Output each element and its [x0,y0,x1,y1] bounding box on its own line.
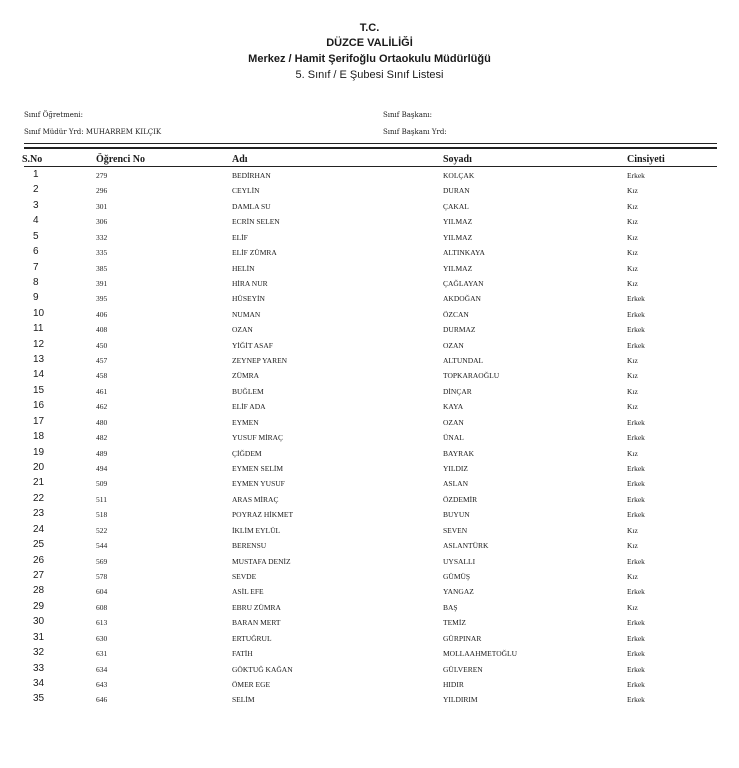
table-row [0,462,739,477]
row-surname: ÖZDEMİR [443,494,478,504]
table-row [0,385,739,400]
row-student-no: 569 [96,556,108,566]
row-name: İKLİM EYLÜL [232,525,281,535]
table-row [0,477,739,492]
table-row [0,555,739,570]
row-gender: Kız [627,525,638,535]
row-student-no: 408 [96,325,108,335]
table-row [0,524,739,539]
row-student-no: 385 [96,263,108,273]
row-student-no: 450 [96,340,108,350]
row-gender: Erkek [627,494,645,504]
row-name: OZAN [232,325,253,335]
row-sno: 25 [33,539,45,551]
row-student-no: 494 [96,464,108,474]
row-name: DAMLA SU [232,201,271,211]
table-row [0,570,739,585]
row-name: ELİF ADA [232,402,266,412]
table-row [0,231,739,246]
row-sno: 20 [33,462,45,474]
row-gender: Erkek [627,633,645,643]
class-president-label: Sınıf Başkanı: [383,111,433,119]
vice-principal-label: Sınıf Müdür Yrd: MUHARREM KILÇIK [24,128,162,136]
row-surname: KAYA [443,402,464,412]
column-header-student-no: Öğrenci No [96,154,145,165]
row-gender: Kız [627,186,638,196]
class-vice-president-label: Sınıf Başkanı Yrd: [383,128,447,136]
table-row [0,369,739,384]
header-class-list: 5. Sınıf / E Şubesi Sınıf Listesi [295,69,444,81]
table-row [0,354,739,369]
table-row [0,693,739,708]
row-surname: YILMAZ [443,263,473,273]
row-surname: ASLAN [443,479,469,489]
row-name: SELİM [232,695,255,705]
row-student-no: 509 [96,479,108,489]
row-gender: Erkek [627,510,645,520]
row-gender: Erkek [627,171,645,180]
row-surname: ÇAĞLAYAN [443,278,484,288]
row-surname: ÖZCAN [443,309,469,319]
row-sno: 18 [33,431,45,443]
row-surname: TEMİZ [443,618,466,628]
row-student-no: 634 [96,664,108,674]
row-surname: YILDIRIM [443,695,478,705]
row-name: HİRA NUR [232,278,268,288]
row-sno: 12 [33,338,45,350]
row-surname: SEVEN [443,525,468,535]
row-surname: YILDIZ [443,464,468,474]
row-student-no: 462 [96,402,108,412]
row-student-no: 332 [96,232,108,242]
row-name: ASİL EFE [232,587,264,597]
row-surname: MOLLAAHMETOĞLU [443,649,518,659]
row-name: BEDİRHAN [232,171,271,180]
row-gender: Kız [627,402,638,412]
row-student-no: 458 [96,371,108,381]
table-row [0,246,739,261]
row-gender: Erkek [627,464,645,474]
header-governorate: DÜZCE VALİLİĞİ [326,37,413,49]
row-name: YİĞİT ASAF [232,340,273,350]
row-name: ZÜMRA [232,371,260,381]
row-gender: Kız [627,263,638,273]
row-student-no: 631 [96,649,108,659]
row-name: ECRİN SELEN [232,217,280,227]
row-surname: DİNÇAR [443,386,472,396]
row-student-no: 279 [96,171,108,180]
row-surname: KOLÇAK [443,171,475,180]
row-sno: 4 [33,215,39,227]
row-student-no: 395 [96,294,108,304]
row-name: NUMAN [232,309,261,319]
row-name: ELİF [232,232,248,242]
row-gender: Erkek [627,309,645,319]
row-gender: Erkek [627,433,645,443]
table-row [0,632,739,647]
row-gender: Erkek [627,618,645,628]
row-name: EYMEN YUSUF [232,479,285,489]
column-header-name: Adı [232,154,248,165]
row-student-no: 335 [96,248,108,258]
divider-header [24,166,717,167]
row-sno: 6 [33,246,39,258]
row-sno: 19 [33,446,45,458]
row-student-no: 608 [96,602,108,612]
row-surname: HIDIR [443,679,464,689]
table-row [0,400,739,415]
row-sno: 27 [33,569,45,581]
row-surname: BAYRAK [443,448,474,458]
row-sno: 2 [33,184,39,196]
table-row [0,323,739,338]
row-surname: OZAN [443,417,464,427]
row-surname: YANGAZ [443,587,474,597]
column-header-gender: Cinsiyeti [627,154,665,165]
column-header-surname: Soyadı [443,154,472,165]
row-student-no: 296 [96,186,108,196]
row-surname: TOPKARAOĞLU [443,371,500,381]
table-row [0,339,739,354]
row-name: POYRAZ HİKMET [232,510,294,520]
row-surname: ALTINKAYA [443,248,485,258]
row-sno: 5 [33,230,39,242]
row-name: ARAS MİRAÇ [232,494,279,504]
table-row [0,184,739,199]
row-student-no: 306 [96,217,108,227]
table-row [0,616,739,631]
row-gender: Kız [627,602,638,612]
row-sno: 32 [33,647,45,659]
row-student-no: 482 [96,433,108,443]
row-sno: 22 [33,492,45,504]
row-surname: ÇAKAL [443,201,469,211]
row-gender: Kız [627,571,638,581]
row-sno: 16 [33,400,45,412]
table-row [0,447,739,462]
row-student-no: 301 [96,201,108,211]
table-row [0,647,739,662]
row-surname: BAŞ [443,602,458,612]
row-gender: Erkek [627,649,645,659]
row-surname: AKDOĞAN [443,294,481,304]
row-surname: YILMAZ [443,232,473,242]
row-sno: 11 [33,323,44,335]
table-row [0,262,739,277]
row-gender: Erkek [627,417,645,427]
row-student-no: 630 [96,633,108,643]
row-sno: 31 [33,631,45,643]
row-student-no: 511 [96,494,107,504]
table-header [0,154,739,166]
row-surname: GÜRPINAR [443,633,482,643]
row-sno: 35 [33,693,45,705]
row-surname: DURAN [443,186,470,196]
row-gender: Erkek [627,679,645,689]
row-sno: 13 [33,354,45,366]
row-name: GÖKTUĞ KAĞAN [232,664,293,674]
row-student-no: 406 [96,309,108,319]
row-gender: Erkek [627,479,645,489]
row-gender: Kız [627,201,638,211]
row-sno: 28 [33,585,45,597]
row-gender: Erkek [627,695,645,705]
row-name: ZEYNEP YAREN [232,356,288,366]
row-name: YUSUF MİRAÇ [232,433,284,443]
row-surname: YILMAZ [443,217,473,227]
row-gender: Kız [627,248,638,258]
row-sno: 23 [33,508,45,520]
row-name: ELİF ZÜMRA [232,248,277,258]
row-name: EYMEN [232,417,259,427]
row-sno: 21 [33,477,45,489]
row-gender: Erkek [627,664,645,674]
row-sno: 24 [33,523,45,535]
header-tc: T.C. [359,22,380,34]
row-surname: ÜNAL [443,433,464,443]
row-student-no: 544 [96,541,108,551]
divider-top-double [24,147,717,149]
row-student-no: 613 [96,618,108,628]
row-sno: 8 [33,276,39,288]
row-name: MUSTAFA DENİZ [232,556,291,566]
row-surname: ALTUNDAL [443,356,484,366]
row-sno: 7 [33,261,39,273]
row-gender: Kız [627,232,638,242]
row-surname: ASLANTÜRK [443,541,489,551]
row-student-no: 480 [96,417,108,427]
table-row [0,292,739,307]
row-sno: 34 [33,677,45,689]
row-name: CEYLİN [232,186,260,196]
row-name: ÖMER EGE [232,679,271,689]
row-student-no: 646 [96,695,108,705]
row-gender: Kız [627,278,638,288]
row-name: BARAN MERT [232,618,281,628]
table-row [0,539,739,554]
row-sno: 29 [33,600,45,612]
row-gender: Kız [627,217,638,227]
row-sno: 15 [33,384,45,396]
student-table-body [0,169,739,709]
row-name: ÇİĞDEM [232,448,262,458]
table-row [0,678,739,693]
row-gender: Erkek [627,556,645,566]
table-row [0,431,739,446]
header-school: Merkez / Hamit Şerifoğlu Ortaokulu Müdürlüğü [248,53,491,65]
row-name: SEVDE [232,571,257,581]
row-student-no: 643 [96,679,108,689]
row-surname: UYSALLI [443,556,476,566]
row-sno: 9 [33,292,39,304]
row-sno: 10 [33,307,45,319]
table-row [0,277,739,292]
row-name: BUĞLEM [232,386,264,396]
row-gender: Erkek [627,325,645,335]
row-sno: 14 [33,369,45,381]
row-name: EBRU ZÜMRA [232,602,281,612]
table-row [0,508,739,523]
row-surname: DURMAZ [443,325,476,335]
row-student-no: 457 [96,356,108,366]
row-student-no: 578 [96,571,108,581]
row-gender: Erkek [627,340,645,350]
row-name: BERENSU [232,541,267,551]
row-sno: 17 [33,415,45,427]
row-name: EYMEN SELİM [232,464,284,474]
row-surname: OZAN [443,340,464,350]
teacher-label: Sınıf Öğretmeni: [24,111,84,119]
column-header-sno: S.No [22,154,43,165]
row-student-no: 391 [96,278,108,288]
table-row [0,663,739,678]
row-surname: GÜMÜŞ [443,571,471,581]
row-surname: BUYUN [443,510,470,520]
row-surname: GÜLVEREN [443,664,483,674]
table-row [0,493,739,508]
row-gender: Kız [627,541,638,551]
row-sno: 1 [33,169,39,180]
row-name: ERTUĞRUL [232,633,272,643]
table-row [0,585,739,600]
row-sno: 3 [33,199,39,211]
row-sno: 26 [33,554,45,566]
row-gender: Kız [627,448,638,458]
row-student-no: 489 [96,448,108,458]
row-gender: Kız [627,356,638,366]
row-sno: 30 [33,616,45,628]
row-name: HELİN [232,263,255,273]
row-gender: Erkek [627,587,645,597]
row-name: HÜSEYİN [232,294,265,304]
row-gender: Erkek [627,294,645,304]
row-student-no: 604 [96,587,108,597]
row-name: FATİH [232,649,253,659]
row-sno: 33 [33,662,45,674]
row-student-no: 518 [96,510,108,520]
row-student-no: 522 [96,525,108,535]
table-row [0,200,739,215]
row-gender: Kız [627,386,638,396]
divider-top [24,143,717,144]
table-row [0,169,739,184]
table-row [0,601,739,616]
table-row [0,308,739,323]
table-row [0,215,739,230]
row-gender: Kız [627,371,638,381]
row-student-no: 461 [96,386,108,396]
table-row [0,416,739,431]
